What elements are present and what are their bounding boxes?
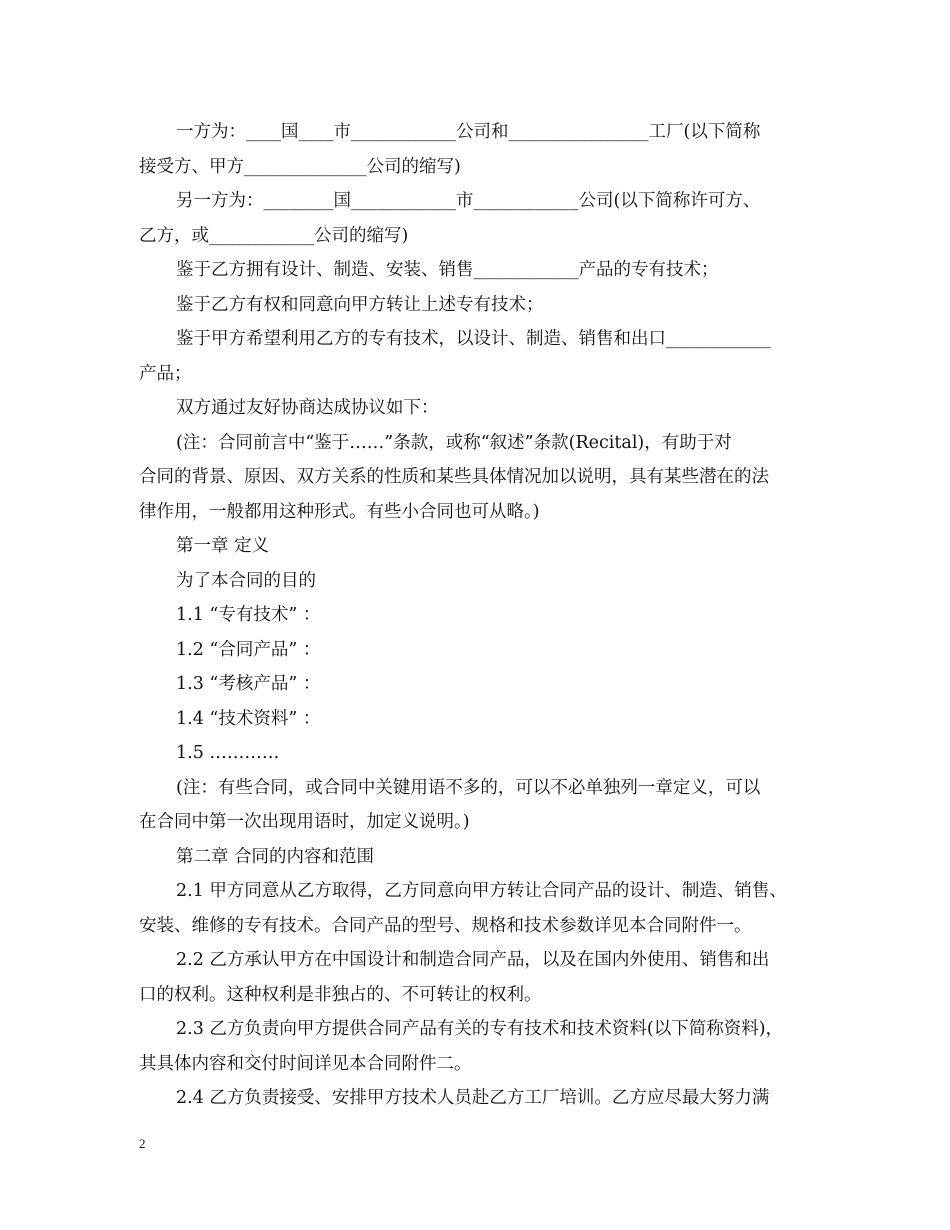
note-line: 合同的背景、原因、双方关系的性质和某些具体情况加以说明，具有某些潜在的法 [139,467,769,487]
definition-item: 1.3 “考核产品” ： [176,674,321,694]
note-line: (注：合同前言中“鉴于……”条款，或称“叙述”条款(Recital)，有助于对 [176,432,732,453]
definition-item: 1.5 ………… [176,743,280,763]
note-line: 律作用，一般都用这种形式。有些小合同也可从略。) [139,501,540,522]
text-line: 一方为：____国____市____________公司和________________工厂(以下简称 [176,122,761,142]
page-number: 2 [139,1136,146,1151]
text-line: 为了本合同的目的 [176,570,316,591]
clause-line: 口的权利。这种权利是非独占的、不可转让的权利。 [139,984,542,1005]
text-line: 乙方，或____________公司的缩写) [139,225,409,246]
text-line: 另一方为：________国____________市____________公司(以下简称许可方、 [176,191,761,211]
clause-line: 2.4 乙方负责接受、安排甲方技术人员赴乙方工厂培训。乙方应尽最大努力满 [176,1088,770,1108]
text-line: 鉴于乙方有权和同意向甲方转让上述专有技术； [176,294,544,315]
chapter-heading: 第二章 合同的内容和范围 [176,846,375,867]
clause-line: 安装、维修的专有技术。合同产品的型号、规格和技术参数详见本合同附件一。 [139,915,752,936]
text-line: 双方通过友好协商达成协议如下： [176,398,439,418]
clause-line: 2.2 乙方承认甲方在中国设计和制造合同产品，以及在国内外使用、销售和出 [176,950,770,970]
text-line: 接受方、甲方______________公司的缩写) [139,156,461,177]
note-line: 在合同中第一次出现用语时，加定义说明。) [139,812,470,832]
clause-line: 2.1 甲方同意从乙方取得，乙方同意向甲方转让合同产品的设计、制造、销售、 [176,881,787,901]
definition-item: 1.1 “专有技术” ： [176,605,321,625]
definition-item: 1.4 “技术资料” ： [176,708,321,729]
chapter-heading: 第一章 定义 [176,536,270,556]
text-line: 鉴于乙方拥有设计、制造、安装、销售____________产品的专有技术； [176,260,719,280]
document-body [139,115,814,1116]
text-line: 鉴于甲方希望利用乙方的专有技术，以设计、制造、销售和出口____________ [176,329,771,349]
note-line: (注：有些合同，或合同中关键用语不多的，可以不必单独列一章定义，可以 [176,777,761,798]
text-line: 产品； [139,363,192,384]
clause-line: 2.3 乙方负责向甲方提供合同产品有关的专有技术和技术资料(以下简称资料)， [176,1019,784,1039]
clause-line: 其具体内容和交付时间详见本合同附件二。 [139,1053,472,1074]
definition-item: 1.2 “合同产品” ： [176,639,321,660]
